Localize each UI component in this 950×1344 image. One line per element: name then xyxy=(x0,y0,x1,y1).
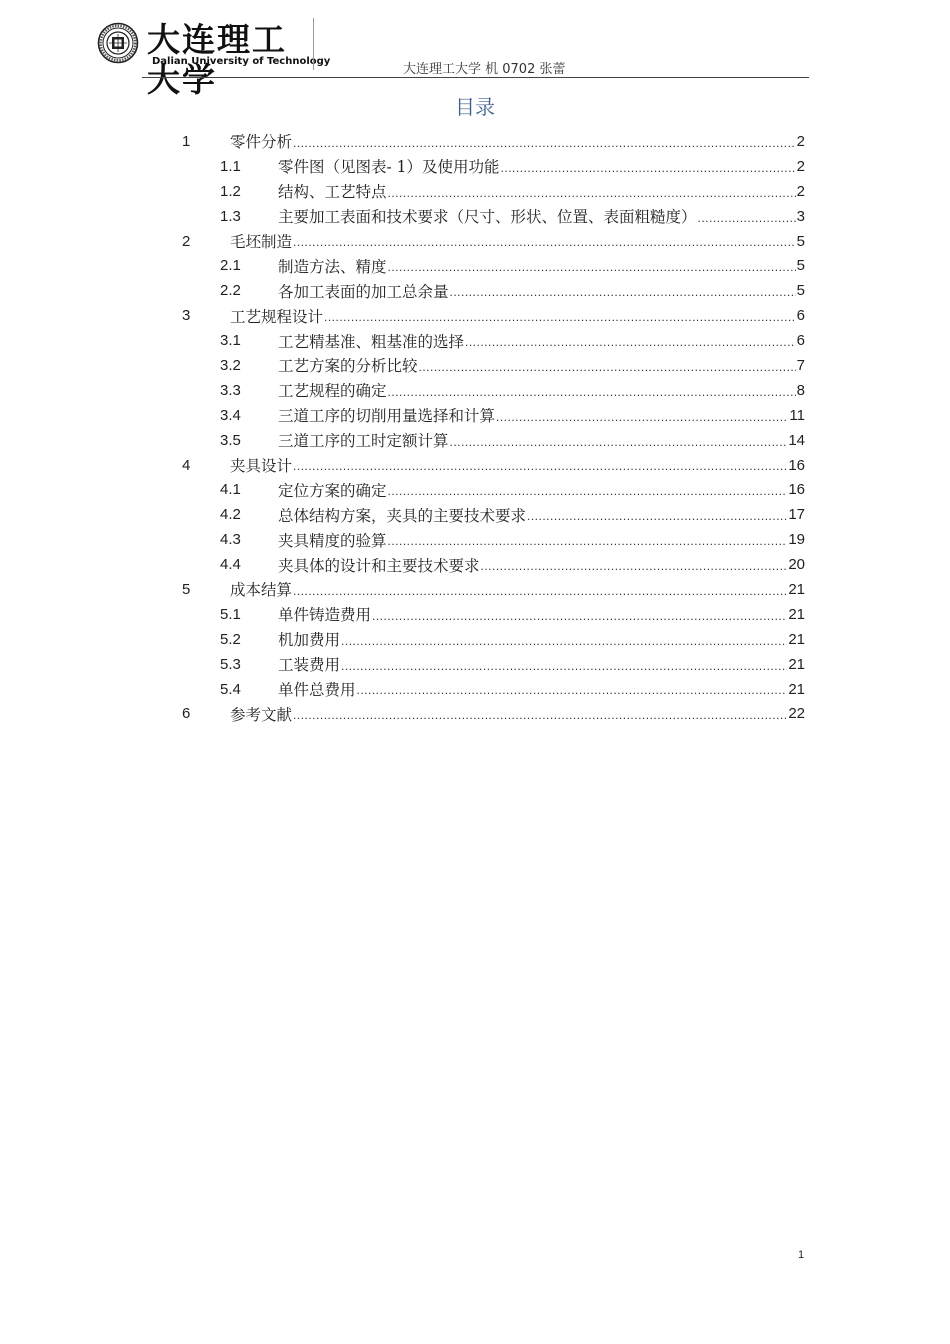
table-of-contents xyxy=(180,129,805,726)
toc-dot-leader xyxy=(357,683,788,701)
toc-entry-title: 夹具体的设计和主要技术要求 xyxy=(278,556,480,575)
toc-entry-page: 2 xyxy=(796,182,805,200)
toc-entry-title: 三道工序的工时定额计算 xyxy=(278,432,449,451)
toc-entry-page: 20 xyxy=(788,556,805,574)
university-seal-icon xyxy=(97,22,139,64)
toc-entry-number: 4.1 xyxy=(220,481,241,499)
toc-entry-chapter[interactable] xyxy=(180,453,805,478)
toc-dot-leader xyxy=(293,459,787,477)
toc-entry-number: 4 xyxy=(182,456,191,474)
toc-entry-title: 各加工表面的加工总余量 xyxy=(278,282,449,301)
toc-entry-number: 5.4 xyxy=(220,680,241,698)
toc-entry-title: 工艺方案的分析比较 xyxy=(278,357,418,376)
toc-entry-number: 1.3 xyxy=(220,207,241,225)
toc-entry-number: 2.1 xyxy=(220,257,241,275)
toc-entry-page: 2 xyxy=(796,157,805,175)
toc-dot-leader xyxy=(465,335,796,353)
toc-entry-page: 5 xyxy=(796,232,805,250)
toc-entry-title: 单件总费用 xyxy=(278,681,356,700)
toc-dot-leader xyxy=(341,634,787,652)
toc-entry-chapter[interactable] xyxy=(180,229,805,254)
logo-chinese-name: 大连理工大学 xyxy=(147,20,287,99)
toc-entry-section[interactable] xyxy=(180,353,805,378)
toc-entry-chapter[interactable] xyxy=(180,701,805,726)
toc-entry-section[interactable] xyxy=(180,527,805,552)
toc-entry-title: 成本结算 xyxy=(230,581,293,600)
toc-entry-number: 2 xyxy=(182,232,191,250)
toc-entry-title: 主要加工表面和技术要求（尺寸、形状、位置、表面粗糙度） xyxy=(278,208,697,227)
toc-entry-number: 3.5 xyxy=(220,431,241,449)
toc-entry-chapter[interactable] xyxy=(180,303,805,328)
toc-entry-section[interactable] xyxy=(180,179,805,204)
toc-dot-leader xyxy=(324,310,796,328)
toc-entry-page: 11 xyxy=(789,406,805,424)
toc-entry-title: 工艺规程的确定 xyxy=(278,382,387,401)
toc-entry-title: 夹具精度的验算 xyxy=(278,531,387,550)
toc-dot-leader xyxy=(388,385,796,403)
logo-english-name: Dalian University of Technology xyxy=(152,56,331,67)
toc-entry-page: 16 xyxy=(788,481,805,499)
toc-entry-title: 毛坯制造 xyxy=(230,233,293,251)
toc-entry-title: 工艺精基准、粗基准的选择 xyxy=(278,332,465,351)
toc-entry-title: 零件分析 xyxy=(230,133,293,152)
toc-dot-leader xyxy=(450,435,788,453)
toc-entry-title: 参考文献 xyxy=(230,705,293,724)
toc-entry-title: 机加费用 xyxy=(278,631,341,650)
toc-entry-number: 5.2 xyxy=(220,630,241,648)
toc-entry-section[interactable] xyxy=(180,378,805,403)
toc-entry-chapter[interactable] xyxy=(180,577,805,602)
toc-title: 目录 xyxy=(455,95,495,119)
toc-entry-page: 8 xyxy=(796,381,805,399)
toc-entry-page: 16 xyxy=(788,456,805,474)
toc-entry-page: 6 xyxy=(796,307,805,325)
toc-entry-title: 定位方案的确定 xyxy=(278,481,387,500)
toc-entry-page: 17 xyxy=(788,506,805,524)
page-header xyxy=(97,18,809,99)
toc-dot-leader xyxy=(372,609,787,627)
toc-entry-title: 工艺规程设计 xyxy=(230,307,324,326)
toc-entry-section[interactable] xyxy=(180,477,805,502)
toc-entry-section[interactable] xyxy=(180,602,805,627)
toc-entry-number: 2.2 xyxy=(220,282,241,300)
header-rule xyxy=(142,77,809,78)
toc-entry-section[interactable] xyxy=(180,428,805,453)
toc-dot-leader xyxy=(388,260,796,278)
header-author-info: 大连理工大学 机 0702 张蕾 xyxy=(403,62,566,77)
toc-entry-page: 19 xyxy=(788,531,805,549)
toc-entry-number: 5 xyxy=(182,580,191,598)
toc-entry-title: 工装费用 xyxy=(278,656,341,675)
toc-entry-page: 21 xyxy=(788,580,805,598)
toc-entry-number: 5.1 xyxy=(220,605,241,623)
toc-entry-page: 5 xyxy=(796,257,805,275)
logo-divider xyxy=(310,18,314,70)
toc-entry-section[interactable] xyxy=(180,278,805,303)
toc-entry-number: 6 xyxy=(182,705,191,723)
toc-entry-section[interactable] xyxy=(180,204,805,229)
toc-dot-leader xyxy=(501,161,796,179)
toc-entry-section[interactable] xyxy=(180,328,805,353)
toc-entry-section[interactable] xyxy=(180,403,805,428)
toc-dot-leader xyxy=(293,708,787,726)
toc-entry-number: 4.2 xyxy=(220,506,241,524)
toc-entry-title: 单件铸造费用 xyxy=(278,606,372,625)
toc-entry-page: 2 xyxy=(796,132,805,150)
toc-entry-number: 1 xyxy=(182,132,191,150)
toc-dot-leader xyxy=(450,285,796,303)
university-logo xyxy=(97,18,331,99)
toc-dot-leader xyxy=(293,584,787,602)
toc-entry-title: 总体结构方案，夹具的主要技术要求 xyxy=(278,506,527,525)
toc-dot-leader xyxy=(388,534,788,552)
toc-dot-leader xyxy=(419,360,796,378)
toc-dot-leader xyxy=(293,136,796,154)
page-number: 1 xyxy=(798,1249,805,1261)
toc-dot-leader xyxy=(293,235,796,253)
toc-entry-chapter[interactable] xyxy=(180,129,805,154)
toc-entry-number: 4.4 xyxy=(220,556,241,574)
toc-entry-page: 6 xyxy=(796,332,805,350)
toc-entry-number: 3 xyxy=(182,307,191,325)
toc-entry-page: 22 xyxy=(788,705,805,723)
toc-entry-page: 3 xyxy=(796,207,805,225)
toc-entry-page: 7 xyxy=(796,356,805,374)
toc-entry-page: 21 xyxy=(788,680,805,698)
toc-entry-page: 5 xyxy=(796,282,805,300)
toc-entry-section[interactable] xyxy=(180,253,805,278)
toc-entry-section[interactable] xyxy=(180,154,805,179)
toc-entry-number: 3.4 xyxy=(220,406,241,424)
toc-dot-leader xyxy=(388,186,796,204)
toc-entry-section[interactable] xyxy=(180,627,805,652)
toc-dot-leader xyxy=(698,211,796,229)
toc-entry-number: 3.1 xyxy=(220,332,241,350)
toc-dot-leader xyxy=(481,559,788,577)
toc-entry-section[interactable] xyxy=(180,652,805,677)
toc-entry-title: 制造方法、精度 xyxy=(278,257,387,276)
toc-entry-page: 21 xyxy=(788,655,805,673)
toc-dot-leader xyxy=(496,410,788,428)
toc-entry-section[interactable] xyxy=(180,552,805,577)
toc-entry-page: 21 xyxy=(788,630,805,648)
toc-entry-section[interactable] xyxy=(180,677,805,702)
toc-dot-leader xyxy=(388,484,788,502)
toc-entry-page: 14 xyxy=(788,431,805,449)
toc-entry-number: 1.2 xyxy=(220,182,241,200)
toc-entry-title: 三道工序的切削用量选择和计算 xyxy=(278,407,496,426)
toc-entry-number: 3.2 xyxy=(220,356,241,374)
toc-dot-leader xyxy=(527,509,787,527)
toc-entry-title: 零件图（见图表- 1）及使用功能 xyxy=(278,158,500,177)
toc-entry-title: 结构、工艺特点 xyxy=(278,183,387,202)
toc-entry-page: 21 xyxy=(788,605,805,623)
toc-entry-number: 3.3 xyxy=(220,381,241,399)
toc-entry-section[interactable] xyxy=(180,502,805,527)
toc-entry-number: 4.3 xyxy=(220,531,241,549)
toc-entry-number: 5.3 xyxy=(220,655,241,673)
toc-dot-leader xyxy=(341,659,787,677)
toc-entry-title: 夹具设计 xyxy=(230,457,293,476)
toc-entry-number: 1.1 xyxy=(220,157,241,175)
